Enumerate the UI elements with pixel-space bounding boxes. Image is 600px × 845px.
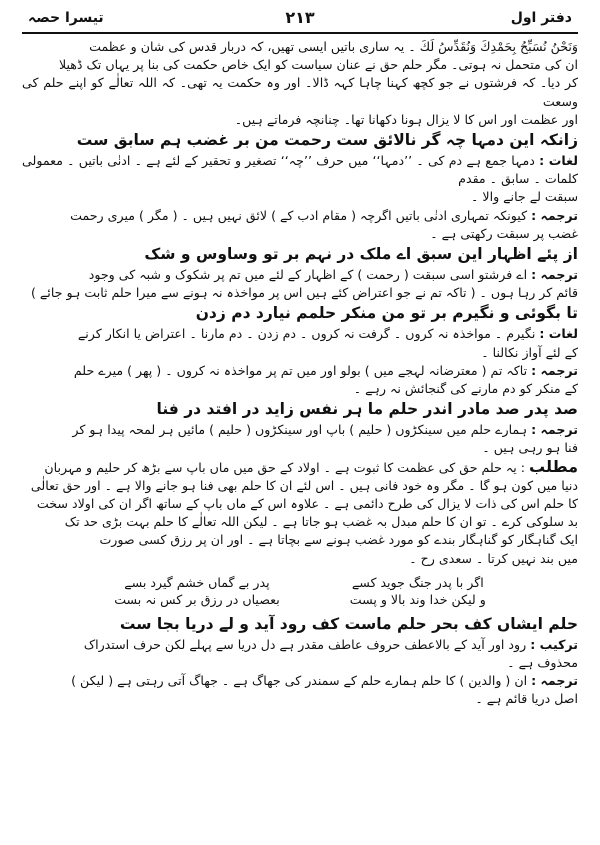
persian-verse: از پئے اظہار این سبق اے ملک در نہم بر تو وساوس و شک — [144, 245, 578, 264]
text-line: دنیا میں کون ہو گا ۔ مگر وہ خود فانی ہیں ۔ اس لئے ان کا حلم بھی فنا ہو جانے والا ہے ۔ اور حق تعالٰی — [30, 477, 578, 493]
text-line: قائم کر رہا ہوں ۔ ( تاکہ تم نے جو اعتراض کئے ہیں اس پر مواخذہ نہ ہونے سے میرا حلم ثابت ہو جائے ) — [31, 285, 578, 301]
text-line: غضب پر سبقت رکھتی ہے ۔ — [430, 225, 578, 241]
matlab-text: : یہ حلم حق کی عظمت کا ثبوت ہے ۔ اولاد کے حق میں ماں باپ سے بڑھ کر حلیم و مہربان — [44, 459, 526, 475]
tarjuma-text: ہمارے حلم میں سینکڑوں ( حلیم ) باپ اور سینکڑوں ( حلیم ) مائیں ہر لمحہ پیدا ہو کر — [72, 422, 528, 438]
text-line: بد سلوکی کرے ۔ تو ان کا حلم مبدل بہ غضب ہو جاتا ہے ۔ لیکن اللہ تعالٰے کا حلم بہت بڑی حد تک — [64, 514, 578, 530]
tarjuma-text: ان ( والدین ) کا حلم ہمارے حلم کے سمندر کی جھاگ ہے ۔ جھاگ آتی رہتی ہے ( لیکن ) — [71, 673, 528, 689]
tarjuma-label: ترجمہ : — [531, 422, 578, 438]
couplet-line: و لیکن خدا وند بالا و پست — [349, 591, 486, 607]
page-body — [22, 38, 578, 709]
tarjuma-label: ترجمہ : — [531, 207, 578, 223]
text-line: فنا ہو رہی ہیں ۔ — [482, 440, 578, 456]
tarjuma-text: تاکہ تم ( معترضانہ لہجے میں ) بولو اور میں تم پر مواخذہ نہ کروں ۔ ( پھر ) میرے حلم — [73, 362, 528, 378]
text-line: کے منکر کو دم مارنے کی گنجائش نہ رہے ۔ — [353, 381, 578, 397]
matlab-label: مطلب — [529, 456, 578, 476]
tarjuma-line — [22, 207, 578, 225]
couplet-line: بعصیاں در رزق بر کس نہ بست — [114, 591, 280, 607]
tarkeeb-text: رود اور آید کے بالاعطف حروف عاطف مقدر ہے دل دریا سے پہلے لکن حرف استدراک — [83, 636, 527, 652]
tarjuma-line — [22, 421, 578, 439]
saadi-couplet — [22, 574, 578, 608]
couplet-line: پدر بے گماں خشم گیرد بسے — [124, 574, 270, 590]
tarkeeb-line — [22, 636, 578, 654]
text-line: ان کی متحمل نہ ہوتی۔ مگر حلم حق نے عنان سیاست کو ایک خاص حکمت کی بنا پر یہاں تک ڈھیلا — [58, 57, 578, 73]
persian-verse: زانکہ این دمہا چہ گر نالائق ست رحمت من بر غضب ہم سابق ست — [76, 131, 578, 150]
tarjuma-line — [22, 266, 578, 284]
tarjuma-line — [22, 362, 578, 380]
text-line: سبقت لے جانے والا ۔ — [471, 189, 578, 205]
lughat-line — [22, 152, 578, 188]
tarjuma-text: کیونکہ تمہاری ادنٰی باتیں اگرچہ ( مقام ادب کے ) لائق نہیں ہیں ۔ ( مگر ) میری رحمت — [70, 207, 528, 223]
text-line: محذوف ہے ۔ — [507, 655, 578, 671]
text-line: وَنَحْنُ نُسَبِّحُ بِحَمْدِكَ وَنُقَدِّسُ لَكَ ۔ یہ ساری باتیں ایسی تھیں، کہ دربار قدس کی شان و عظمت — [89, 39, 578, 54]
persian-verse: حلم ایشاں کف بحر حلم ماست کف رود آید و لے دریا بجا ست — [119, 614, 578, 633]
persian-verse: صد پدر صد مادر اندر حلم ما ہر نفس زاید در افتد در فنا — [156, 400, 578, 419]
page-header — [22, 6, 578, 34]
tarjuma-line — [22, 672, 578, 690]
text-line: میں بند نہیں کرتا ۔ سعدی رح ۔ — [409, 550, 578, 566]
couplet-line: اگر با پدر جنگ جوید کسے — [351, 574, 484, 590]
text-line: کے لئے آواز نکالنا ۔ — [481, 344, 578, 360]
couplet-left-column — [114, 574, 280, 608]
header-section: تیسرا حصہ — [28, 10, 104, 26]
tarjuma-label: ترجمہ : — [531, 362, 578, 378]
lughat-label: لغات : — [539, 153, 578, 169]
tarjuma-label: ترجمہ : — [531, 267, 578, 283]
matlab-line — [22, 458, 578, 477]
lughat-line — [22, 325, 578, 343]
page-number: ۲۱۳ — [285, 8, 315, 27]
tarkeeb-label: ترکیب : — [530, 636, 578, 652]
lughat-text: نگیرم ۔ مواخذہ نہ کروں ۔ گرفت نہ کروں ۔ دم زدن ۔ دم مارنا ۔ اعتراض یا انکار کرنے — [77, 326, 536, 342]
text-line: کر دیا۔ کہ فرشتوں نے جو کچھ کہنا چاہا کہہ ڈالا۔ اور وہ حکمت یہ تھی۔ کہ اللہ تعالٰے کو اپنے حلم کی وسعت — [22, 75, 578, 109]
text-line: اور عظمت اور اس کا لا یزال ہونا دکھانا تھا۔ چنانچہ فرماتے ہیں۔ — [234, 111, 578, 127]
lughat-label: لغات : — [539, 326, 578, 342]
text-line: کا حلم اس کی ذات لا یزال کی طرح دائمی ہے ۔ علاوہ اس کے ماں باپ کے ساتھ اگر ان کی اولاد سخت — [36, 496, 578, 512]
lughat-text: دمہا جمع ہے دم کی ۔ ’’دمہا‘‘ میں حرف ’’چہ‘‘ تصغیر و تحقیر کے لئے ہے ۔ ادنٰی باتیں ۔ معمولی کلمات ۔ سابق ۔ مقدم — [22, 153, 578, 187]
tarjuma-text: اے فرشتو اسی سبقت ( رحمت ) کے اظہار کے لئے میں تم پر شکوک و شبہ کی وجود — [88, 267, 528, 283]
couplet-right-column — [350, 574, 486, 608]
text-line: اصل دریا قائم ہے ۔ — [475, 691, 578, 707]
header-volume: دفتر اول — [510, 10, 572, 26]
text-line: ایک گناہگار کو گناہگار بندے کو مورد غضب ہونے سے بچاتا ہے ۔ اور ان پر رزق کسی صورت — [99, 532, 578, 548]
tarjuma-label: ترجمہ : — [531, 673, 578, 689]
persian-verse: تا بگوئی و نگیرم بر تو من منکر حلمم نیارد دم زدن — [195, 304, 578, 323]
